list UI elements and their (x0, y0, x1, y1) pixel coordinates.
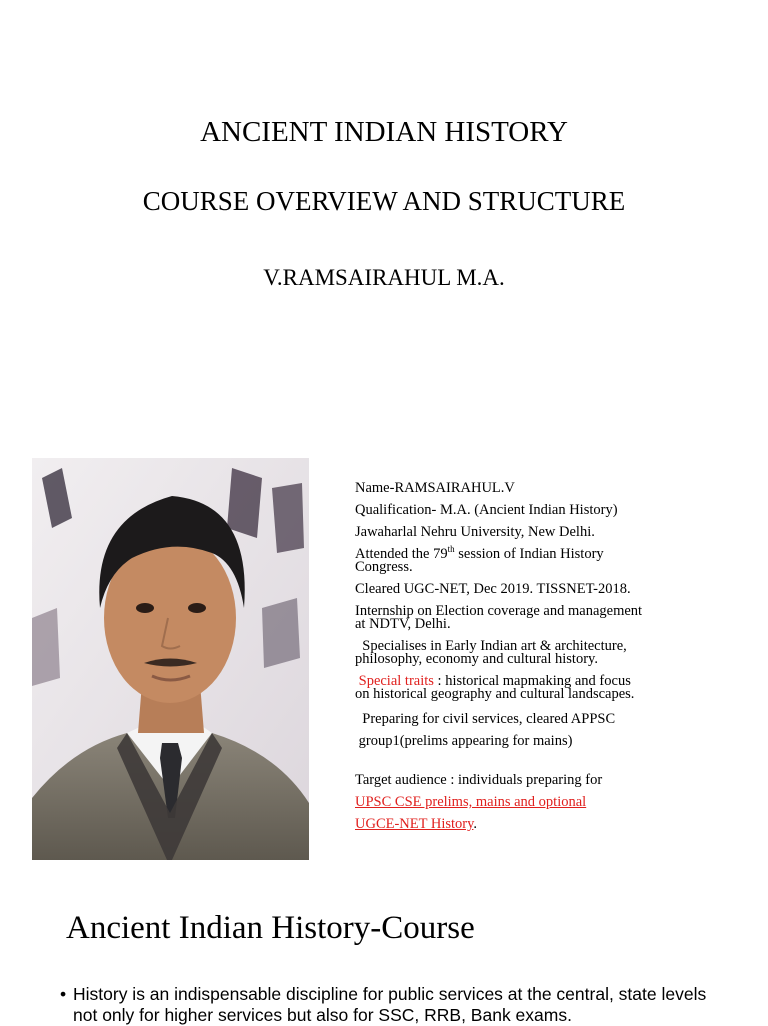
author-line: V.RAMSAIRAHUL M.A. (263, 265, 505, 290)
bio-qualification: Qualification- M.A. (Ancient Indian History) (355, 502, 618, 518)
slide-subtitle: COURSE OVERVIEW AND STRUCTURE (142, 186, 626, 216)
slide-title: ANCIENT INDIAN HISTORY (200, 116, 568, 148)
bio-internship-cont: at NDTV, Delhi. (355, 616, 451, 632)
bio-internship: Internship on Election coverage and management (355, 603, 643, 619)
bio-name: Name-RAMSAIRAHUL.V (355, 480, 515, 496)
section-heading: Ancient Indian History-Course (66, 910, 475, 946)
bio-attended: Attended the 79th session of Indian History (355, 544, 604, 562)
audience-line-ugc: UGCE-NET History. (355, 816, 478, 832)
bullet-item (60, 984, 750, 1026)
audience-link-ugc[interactable]: UGCE-NET History (355, 816, 474, 832)
bullet-text-line2: not only for higher services but also for SSC, RRB, Bank exams. (73, 1005, 572, 1025)
bio-cleared: Cleared UGC-NET, Dec 2019. TISSNET-2018. (355, 581, 631, 597)
bullet-icon: • (60, 984, 67, 1004)
bio-preparing-cont: group1(prelims appearing for mains) (355, 733, 573, 749)
bullet-text-line1: History is an indispensable discipline for public services at the central, state levels (73, 984, 707, 1004)
bio-university: Jawaharlal Nehru University, New Delhi. (355, 524, 595, 540)
bio-traits: Special traits : historical mapmaking and focus (355, 673, 631, 689)
bio-traits-cont: on historical geography and cultural landscapes. (355, 686, 635, 702)
author-bio (355, 482, 695, 831)
audience-link-upsc[interactable]: UPSC CSE prelims, mains and optional (355, 794, 587, 810)
bio-audience: Target audience : individuals preparing for (355, 772, 603, 788)
bio-specialises-cont: philosophy, economy and cultural history. (355, 651, 598, 667)
bio-attended-cont: Congress. (355, 559, 413, 575)
bio-specialises: Specialises in Early Indian art & architecture, (355, 638, 627, 654)
bio-preparing: Preparing for civil services, cleared APPSC (355, 711, 616, 727)
author-photo (32, 458, 309, 860)
traits-label: Special traits (355, 673, 434, 689)
